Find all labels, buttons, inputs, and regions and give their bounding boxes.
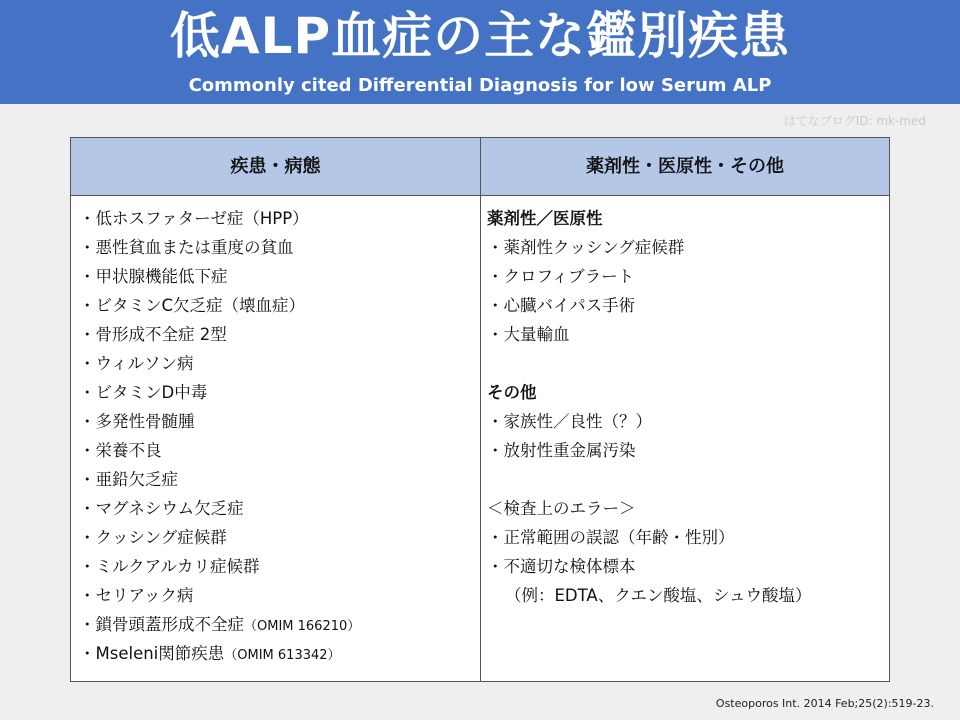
list-item: ・低ホスファターゼ症（HPP） — [79, 209, 309, 228]
list-item: ・セリアック病 — [79, 586, 194, 605]
list-item: ・マグネシウム欠乏症 — [79, 499, 244, 518]
list-item: ・甲状腺機能低下症 — [79, 267, 228, 286]
list-item: ・骨形成不全症 2型 — [79, 325, 227, 344]
diagnosis-table — [70, 137, 890, 682]
list-item: ・ウィルソン病 — [79, 354, 194, 373]
page-subtitle: Commonly cited Differential Diagnosis for low Serum ALP — [188, 75, 772, 96]
list-item: ・亜鉛欠乏症 — [79, 470, 178, 489]
header-diseases: 疾患・病態 — [230, 156, 321, 177]
omim-note: （OMIM 613342） — [224, 648, 341, 663]
list-item: ・ミルクアルカリ症候群 — [79, 557, 260, 576]
list-item: ・家族性／良性（？） — [487, 412, 652, 431]
section-other-title: その他 — [487, 383, 537, 402]
list-item: ・クッシング症候群 — [79, 528, 227, 547]
section-drug-iatrogenic-title: 薬剤性／医原性 — [487, 209, 603, 228]
header-drug-iatrogenic-other: 薬剤性・医原性・その他 — [586, 156, 784, 177]
list-item: ・栄養不良 — [79, 441, 162, 460]
spacer — [487, 465, 885, 494]
page-title: 低ALP血症の主な鑑別疾患 — [169, 7, 791, 65]
list-item: ・ビタミンC欠乏症（壊血症） — [79, 296, 306, 315]
drug-other-column — [487, 204, 885, 610]
list-item: ・クロフィブラート — [487, 267, 635, 286]
blog-watermark: はてなブログID: mk-med — [783, 114, 926, 128]
list-item: ・悪性貧血または重度の貧血 — [79, 238, 294, 257]
list-item: ・不適切な検体標本 — [487, 557, 636, 576]
list-item: ・Mseleni関節疾患（OMIM 613342） — [79, 644, 341, 663]
disease-list — [79, 204, 474, 668]
omim-note: （OMIM 166210） — [244, 619, 361, 634]
column-divider — [480, 138, 481, 681]
list-item: ・薬剤性クッシング症候群 — [487, 238, 685, 257]
list-item: ・鎖骨頭蓋形成不全症（OMIM 166210） — [79, 615, 361, 634]
list-item: ・正常範囲の誤認（年齢・性別） — [487, 528, 735, 547]
citation: Osteoporos Int. 2014 Feb;25(2):519-23. — [715, 697, 934, 710]
list-item: ・多発性骨髄腫 — [79, 412, 195, 431]
list-item: ・大量輸血 — [487, 325, 570, 344]
list-item: ・ビタミンD中毒 — [79, 383, 208, 402]
spacer — [487, 349, 885, 378]
list-item: （例：EDTA、クエン酸塩、シュウ酸塩） — [505, 586, 812, 605]
list-item: ・心臓バイパス手術 — [487, 296, 636, 315]
section-lab-error-title: ＜検査上のエラー＞ — [487, 499, 636, 518]
list-item: ・放射性重金属汚染 — [487, 441, 636, 460]
